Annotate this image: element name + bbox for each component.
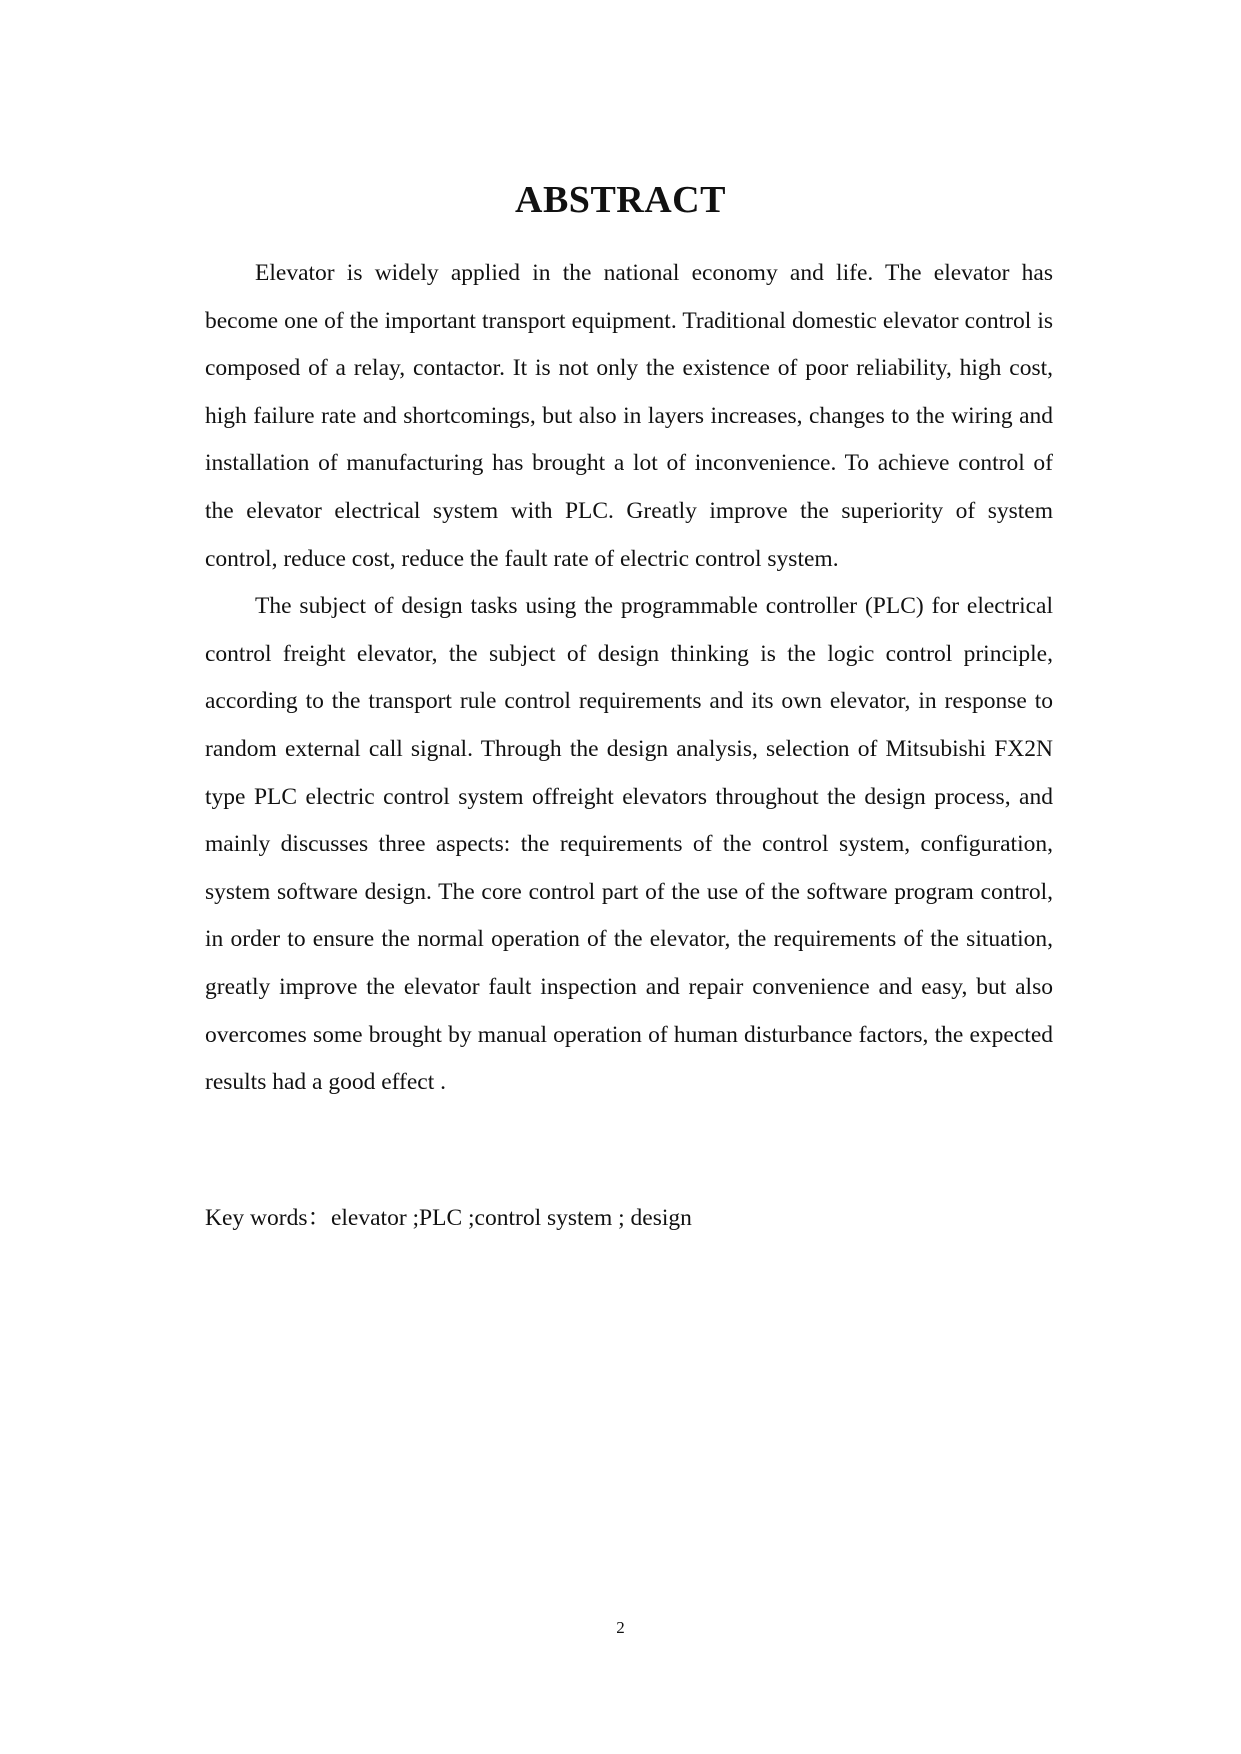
- abstract-paragraph-2: The subject of design tasks using the programmable controller (PLC) for electrical control freight elevator, the subject of design thinking is the logic control principle, according to the transport rule control requirements and its own elevator, in response to random external call signal. Through the design analysis, selection of Mitsubishi FX2N type PLC electric control system offreight elevators throughout the design process, and mainly discusses three aspects: the requirements of the control system, configuration, system software design. The core control part of the use of the software program control, in order to ensure the normal operation of the elevator, the requirements of the situation, greatly improve the elevator fault inspection and repair convenience and easy, but also overcomes some brought by manual operation of human disturbance factors, the expected results had a good effect .: [205, 593, 1053, 1096]
- abstract-title: ABSTRACT: [515, 179, 726, 221]
- keywords-value: elevator ;PLC ;control system ; design: [330, 1205, 692, 1231]
- abstract-paragraph-1: Elevator is widely applied in the national economy and life. The elevator has become one of the important transport equipment. Traditional domestic elevator control is composed of a relay, contactor. It is not only the existence of poor reliability, high cost, high failure rate and shortcomings, but also in layers increases, changes to the wiring and installation of manufacturing has brought a lot of inconvenience. To achieve control of the elevator electrical system with PLC. Greatly improve the superiority of system control, reduce cost, reduce the fault rate of electric control system.: [205, 260, 1053, 572]
- abstract-body: [205, 250, 1053, 1107]
- keywords-line: [205, 1195, 1053, 1243]
- keywords-label: Key words：: [205, 1205, 331, 1231]
- page-number: 2: [616, 1618, 625, 1637]
